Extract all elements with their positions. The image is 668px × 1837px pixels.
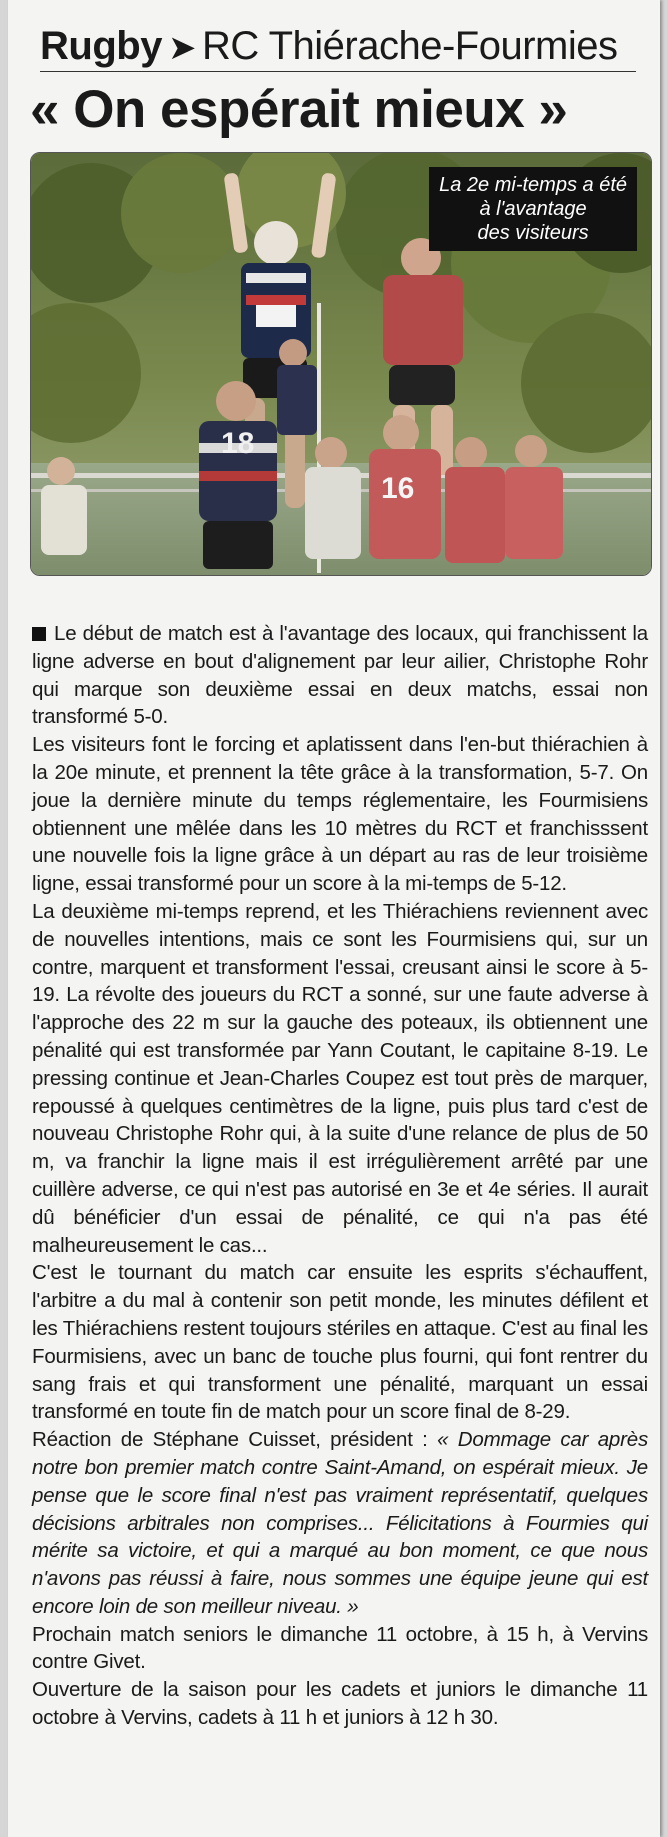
kicker-divider <box>40 71 636 72</box>
paragraph-2: Les visiteurs font le forcing et aplatissent dans l'en-but thiérachien à la 20e minute, et prennent la tête grâce à la transformation, 5-7. On joue la dernière minute du temps réglementaire, les Fourmisiens obtiennent une mêlée dans les 10 mètres du RCT et franchisssent une nouvelle fois la ligne grâce à un départ au ras de leur troisième ligne, essai transformé pour un score à la mi-temps de 5-12. <box>32 733 648 896</box>
square-bullet-icon <box>32 627 46 641</box>
season-opening-paragraph: Ouverture de la saison pour les cadets et juniors le dimanche 11 octobre à Vervins, cadets à 11 h et juniors à 12 h 30. <box>32 1678 648 1730</box>
reaction-paragraph <box>32 1426 648 1621</box>
photo-caption: La 2e mi-temps a été à l'avantage des visiteurs <box>429 167 637 251</box>
article-body <box>32 620 648 1732</box>
section-kicker <box>40 22 618 72</box>
paragraph-3: La deuxième mi-temps reprend, et les Thiérachiens reviennent avec de nouvelles intentions, mais ce sont les Fourmisiens qui, sur un contre, marquent et transforment l'essai, creusant ainsi le score à 5-19. La révolte des joueurs du RCT a sonné, sur une faute adverse à l'approche des 22 m sur la gauche des poteaux, ils obtiennent une pénalité qui est transformée par Yann Coutant, le capitaine 8-19. Le pressing continue et Jean-Charles Coupez est tout près de marquer, repoussé à quelques centimètres de la ligne, puis plus tard c'est de nouveau Christophe Rohr qui, à la suite d'une relance de plus de 50 m, va franchir la ligne mais il est irrégulièrement arrêté par une cuillère adverse, ce qui n'est pas autorisé en 3e et 4e séries. Il aurait dû bénéficier d'un essai de pénalité, ce qui n'a pas été malheureusement le cas... <box>32 899 648 1257</box>
team-name: RC Thiérache-Fourmies <box>201 24 618 68</box>
sport-label: Rugby <box>40 24 162 68</box>
jersey-number-16: 16 <box>381 472 415 505</box>
jersey-number-18: 18 <box>221 427 255 460</box>
next-match-paragraph: Prochain match seniors le dimanche 11 octobre, à 15 h, à Vervins contre Givet. <box>32 1622 648 1674</box>
arrow-icon: ➤ <box>167 29 196 67</box>
paragraph-1-text: Le début de match est à l'avantage des locaux, qui franchissent la ligne adverse en bout d'alignement par leur ailier, Christophe Rohr qui marque son deuxième essai en deux matchs, essai non transformé 5-0. <box>32 622 648 729</box>
newspaper-page <box>8 0 660 1837</box>
paragraph-1 <box>32 620 648 731</box>
paragraph-4: C'est le tournant du match car ensuite les esprits s'échauffent, l'arbitre a du mal à contenir son petit monde, les minutes défilent et les Thiérachiens restent toujours stériles en attaque. C'est au final les Fourmisiens, avec un banc de touche plus fourni, qui font rentrer du sang frais et qui transforment une pénalité, marquant un essai transformé en toute fin de match pour un score final de 8-29. <box>32 1261 648 1424</box>
lineout-photo <box>30 152 652 576</box>
reaction-quote: « Dommage car après notre bon premier match contre Saint-Amand, on espérait mieux. Je pense que le score final n'est pas vraiment représentatif, quelques décisions arbitrales non comprises... Félicitations à Fourmies qui mérite sa victoire, et qui a marqué au bon moment, ce que nous n'avons pas réussi à faire, nous sommes une équipe jeune qui est encore loin de son meilleur niveau. » <box>32 1428 648 1618</box>
article-headline: « On espérait mieux » <box>30 80 568 139</box>
reaction-intro: Réaction de Stéphane Cuisset, président : <box>32 1428 428 1452</box>
